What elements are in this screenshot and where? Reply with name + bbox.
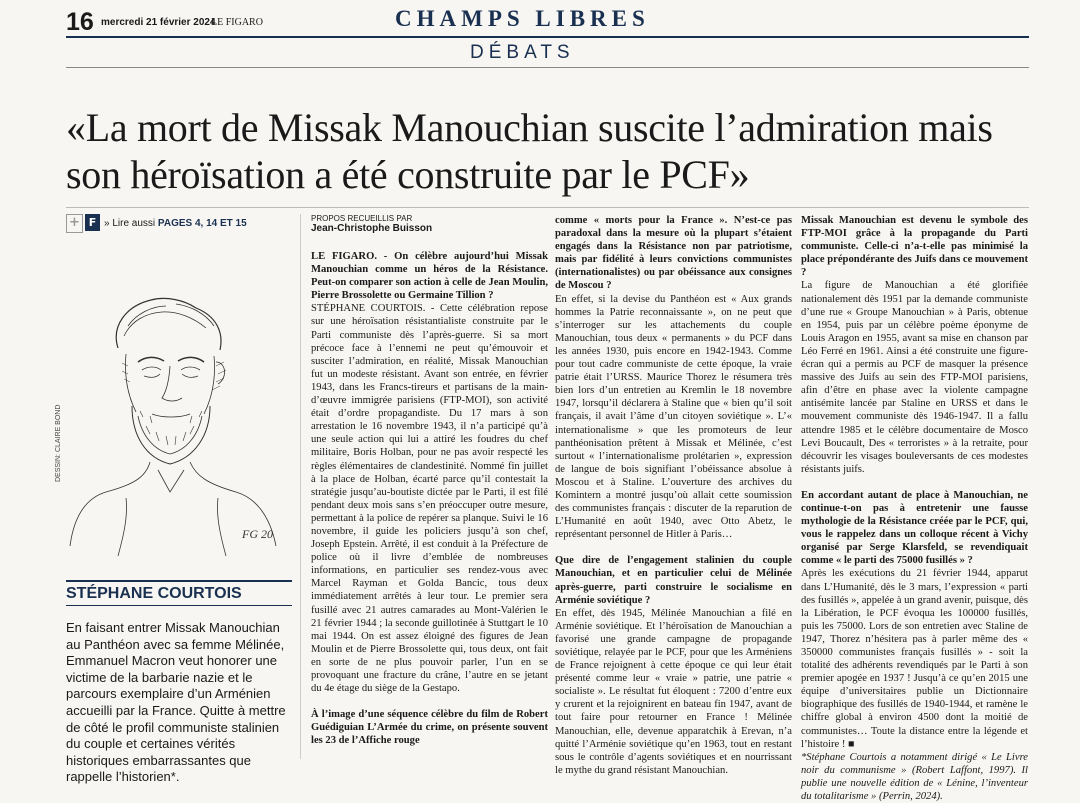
see-also-icons[interactable]: [66, 214, 100, 232]
author-name: STÉPHANE COURTOIS: [66, 585, 242, 602]
page-number: 16: [66, 8, 94, 36]
interview-credit-label: PROPOS RECUEILLIS PAR: [311, 214, 413, 223]
drawing-credit: DESSIN: CLAIRE BOND: [55, 404, 62, 482]
answer-paragraph: La figure de Manouchian a été glorifiée nationalement dès 1951 par la demande communiste d’une rue « Groupe Manouchian » à Paris, obtenue en 1954, puis par un célèbre poème éponyme de Louis Aragon en 1955, avant sa mise en chanson par Léo Ferré en 1961. Ainsi a été construite une figure-écran qui a permis au PCF de masquer la présence massive des Juifs au sein des FTP-MOI parisiens, afin d’être en phase avec la violente campagne antisémite lancée par Staline en URSS et dans le mouvement communiste dès 1946-1947. Il a fallu attendre 1985 et le célèbre documentaire de Mosco Levi Boucault, Des « terroristes » à la retraite, pour découvrir les visages bouleversants de ces modestes résistants juifs.: [801, 280, 1028, 475]
text-column-2: [555, 214, 792, 777]
header-rule: [66, 36, 1029, 38]
author-rule-top: [66, 580, 292, 582]
answer-paragraph: En effet, si la devise du Panthéon est « Aux grands hommes la Patrie reconnaissante », on ne peut que s’interroger sur les attachements du couple Manouchian, tous deux « permanents » du PCF dans les années 1930, puis encore en 1942-1943. Comme pour tout cadre communiste de cette époque, la vraie patrie était l’URSS. Maurice Thorez le résumera très bien lors d’un entretien au Kremlin le 18 novembre 1947, lorsqu’il déclarera à Staline que « bien qu’il soit français, il avait l’âme d’un citoyen soviétique ». L’« internationalisme » que les promoteurs de leur panthéonisation prêtent à Missak et Mélinée, c’est surtout « l’internationalisme prolétarien », expression de langue de bois signifiant l’obéissance absolue à Moscou et à Staline. L’ouverture des archives du Komintern a montré jusqu’où allait cette soumission des communistes français : discuter de la reparution de L’Humanité en août 1940, avec Otto Abetz, le représentant personnel de Hitler à Paris…: [555, 293, 792, 541]
text-column-1: [311, 214, 548, 747]
text-column-3: [801, 214, 1028, 803]
answer-paragraph: STÉPHANE COURTOIS. - Cette célébration repose sur une héroïsation résistantialiste construite par le Parti communiste dès l’après-guerre. Si sa mort précoce face à l’ennemi ne peut qu’émouvoir et susciter l’admiration, en réalité, Missak Manouchian fut un modeste résistant. Avant son entrée, en février 1943, dans les Francs-tireurs et partisans de la main-d’œuvre immigrée parisiens (FTP-MOI), son activité était d’ordre propagandiste. Du 17 mars à son arrestation le 16 novembre 1943, il n’a participé qu’à une seule action qui lui a attiré les foudres du chef militaire, Boris Holban, pour ne pas avoir respecté les règles élémentaires de clandestinité. Nommé fin juillet à la place de Holban, écarté parce qu’il contestait la stratégie jusqu’au-boutiste dictée par le Parti, il est filé pendant deux mois sans s’en préoccuper outre mesure, permettant à la police de repérer sa planque. Suivi le 16 novembre, il guide les policiers jusqu’à son chef, Joseph Epstein. Arrêté, il est conduit à la Préfecture de police où il livre d’emblée de nombreuses informations, en particulier ses rendez-vous avec Marcel Rayman et Golda Bancic, tous deux immédiatement arrêtés à leur tour. Le premier sera fusillé avec 21 autres camarades au Mont-Valérien le 21 février 1944 ; la seconde guillotinée à Stuttgart le 10 mai 1944. On est assez éloigné des figures de Jean Moulin et de Pierre Brossolette qui, tous deux, ont fait en sorte de ne plus pouvoir parler, l’un en se provoquant une fracture du crâne, l’autre en se jetant du 4e étage du siège de la Gestapo.: [311, 303, 548, 695]
answer-paragraph: Après les exécutions du 21 février 1944, apparut dans L’Humanité, dès le 3 mars, l’expression « parti des fusillés », appelée à un grand avenir, puisque, dès la Libération, le PCF évoqua les 100000 fusillés, puis les 75000. Lors de son entretien avec Staline de 1947, Thorez n’hésitera pas à parler même des « 350000 communistes français fusillés » - soit la totalité des adhérents revendiqués par le Parti à son premier apogée en 1937 ! Jusqu’à ce qu’en 2015 une équipe d’universitaires publie un Dictionnaire biographique des fusillés de 1940-1944, et ramène le chiffre global à environ 4500 dont la moitié de communistes… Toute la distance entre la légende et l’histoire ! ■: [801, 568, 1028, 750]
question-paragraph: Que dire de l’engagement stalinien du couple Manouchian, et en particulier celui de Mélinée après-guerre, parti construire le socialisme en Arménie soviétique ?: [555, 555, 792, 606]
question-paragraph: En accordant autant de place à Manouchian, ne continue-t-on pas à entretenir une fausse mythologie de la Résistance créée par le PCF, qui, vous le rappelez dans un colloque récent à Vichy organisé par Serge Klarsfeld, se revendiquait comme « le parti des 75000 fusillés » ?: [801, 489, 1028, 567]
subsection-rule: [66, 67, 1029, 68]
author-rule-bottom: [66, 605, 292, 606]
question-paragraph: Missak Manouchian est devenu le symbole des FTP-MOI grâce à la propagande du Parti communiste. Celle-ci n’a-t-elle pas minimisé la place prépondérante des Juifs dans ce mouvement ?: [801, 215, 1028, 279]
author-bio-note: *Stéphane Courtois a notamment dirigé « Le Livre noir du communisme » (Robert Laffont, 1997). Il publie une nouvelle édition de « Lénine, l’inventeur du totalitarisme » (Perrin, 2024).: [801, 751, 1028, 803]
question-paragraph: À l’image d’une séquence célèbre du film de Robert Guédiguian L’Armée du crime, on présente souvent les 23 de l’Affiche rouge: [311, 709, 548, 747]
section-title: CHAMPS LIBRES: [395, 6, 650, 31]
interview-credit-name: Jean-Christophe Buisson: [311, 223, 433, 234]
plus-icon[interactable]: +: [66, 214, 83, 233]
issue-date: mercredi 21 février 2024: [101, 17, 216, 28]
headline-rule: [66, 207, 1029, 208]
see-also-link[interactable]: [104, 218, 247, 229]
article-headline: «La mort de Missak Manouchian suscite l’admiration mais son héroïsation a été construite par le PCF»: [66, 105, 993, 197]
figaro-logo-icon: F: [85, 214, 100, 231]
answer-paragraph: En effet, dès 1945, Mélinée Manouchian a filé en Arménie soviétique. Et l’héroïsation de Manouchian a favorisé une grande campagne de propagande soviétique, relayée par le PCF, pour que les Arméniens de France rejoignent à cette époque ce qui leur était présenté comme leur « vraie » patrie, une patrie « socialiste ». Le résultat fut éloquent : 7200 d’entre eux y crurent et la rejoignirent en bateau fin 1947, avant de tout faire pour retourner en France ! Mélinée Manouchian, elle, devenue apparatchik à Erevan, n’a quitté l’Arménie soviétique qu’en 1963, tout en restant sous le contrôle d’agents soviétiques et en nourrissant le mythe du grand résistant Manouchian.: [555, 607, 792, 776]
author-portrait-drawing: [66, 266, 286, 576]
see-also-label: » Lire aussi: [104, 218, 156, 229]
subsection-title: DÉBATS: [470, 42, 575, 63]
see-also-pages: PAGES 4, 14 ET 15: [157, 218, 247, 229]
question-paragraph: LE FIGARO. - On célèbre aujourd’hui Missak Manouchian comme un héros de la Résistance. Peut-on comparer son action à celle de Jean Moulin, Pierre Brossolette ou Germaine Tillion ?: [311, 251, 548, 302]
question-paragraph: comme « morts pour la France ». N’est-ce pas paradoxal dans la mesure où la plupart s’étaient engagés dans la Résistance non par patriotisme, mais par fidélité à leurs convictions communistes (internationalistes) ou par obéissance aux consignes de Moscou ?: [555, 215, 792, 292]
newspaper-name: LE FIGARO: [211, 17, 263, 28]
article-lede: En faisant entrer Missak Manouchian au Panthéon avec sa femme Mélinée, Emmanuel Macron veut honorer une victime de la barbarie nazie et le parcours exemplaire d’un Arménien accueilli par la France. Quitte à mettre de côté le profil communiste stalinien du couple et certaines vérités historiques embarrassantes que rappelle l’historien*.: [66, 620, 286, 785]
column-separator: [300, 214, 301, 759]
portrait-signature: FG 20: [242, 527, 273, 541]
